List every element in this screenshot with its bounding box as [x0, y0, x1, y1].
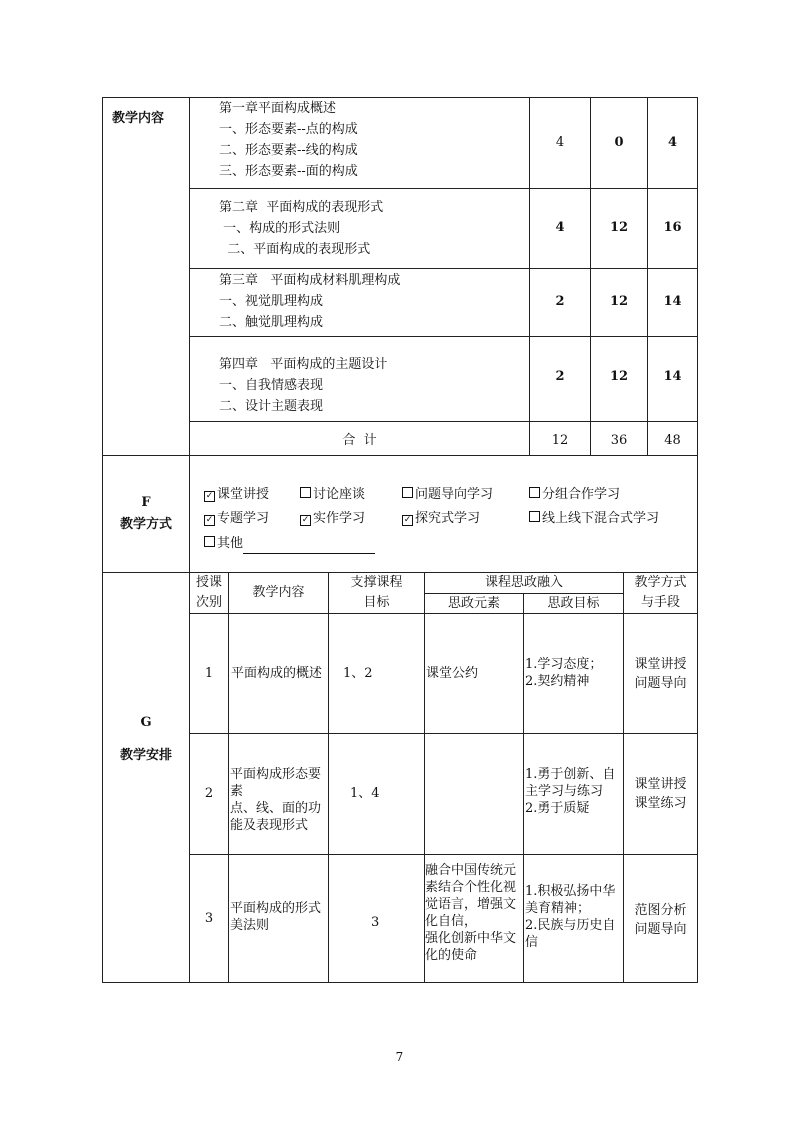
header-ideology: 课程思政融入 — [484, 575, 563, 590]
checkbox-checked-icon[interactable]: ✓ — [301, 515, 310, 525]
header-ideology-goal: 思政目标 — [547, 596, 600, 611]
method-option-other[interactable]: 其他 — [204, 533, 375, 554]
session-method: 问题导向 — [634, 676, 687, 691]
chapter-title: 第二章 平面构成的表现形式 — [219, 200, 384, 215]
session-elements: 融合中国传统元素结合个性化视觉语言，增强文化自信， 强化创新中华文化的使命 — [425, 863, 517, 963]
total-hours: 48 — [664, 433, 681, 448]
header-content: 教学内容 — [252, 585, 305, 600]
checkbox-checked-icon[interactable]: ✓ — [205, 515, 214, 525]
session-elements: 课堂公约 — [426, 666, 479, 681]
session-ideology-goal: 1.勇于创新、自主学习与练习 2.勇于质疑 — [525, 767, 616, 816]
session-ideology-goal: 1.学习态度； 2.契约精神 — [525, 657, 603, 689]
session-goal: 1、4 — [350, 786, 380, 801]
header-goal: 目标 — [363, 595, 390, 610]
chapter-item: 一、形态要素--点的构成 — [219, 122, 358, 137]
section-e-label: 教学内容 — [112, 111, 165, 126]
header-session: 授课 — [195, 575, 222, 590]
hours-practice: 12 — [609, 220, 629, 235]
session-content: 平面构成的概述 — [231, 666, 323, 681]
chapter-item: 二、触觉肌理构成 — [219, 315, 324, 330]
chapter-title: 第四章 平面构成的主题设计 — [219, 357, 388, 372]
section-g-letter: G — [140, 715, 152, 730]
method-option-topic[interactable]: ✓ 专题学习 — [205, 511, 270, 526]
session-method: 范图分析 — [634, 903, 687, 918]
hours-practice: 12 — [609, 294, 629, 309]
section-g-label: 教学安排 — [119, 748, 172, 763]
chapter-item: 二、平面构成的表现形式 — [219, 242, 371, 257]
header-method: 教学方式 — [634, 575, 687, 590]
checkbox-empty-icon[interactable] — [402, 487, 413, 498]
other-input-line[interactable] — [243, 540, 375, 554]
section-f-letter: F — [141, 495, 151, 510]
header-goal: 支撑课程 — [350, 575, 403, 590]
chapter-item: 一、自我情感表现 — [219, 378, 324, 393]
hours-lecture: 4 — [555, 135, 565, 150]
method-option-blended[interactable]: 线上线下混合式学习 — [529, 508, 659, 529]
hours-lecture: 2 — [555, 294, 565, 309]
checkbox-empty-icon[interactable] — [300, 487, 311, 498]
header-session: 次别 — [195, 595, 222, 610]
header-elements: 思政元素 — [447, 596, 500, 611]
hours-total: 14 — [663, 294, 682, 309]
page-number: 7 — [395, 1050, 404, 1064]
hours-total: 4 — [667, 135, 678, 150]
session-number: 3 — [204, 911, 214, 926]
section-f-label: 教学方式 — [119, 517, 172, 532]
checkbox-empty-icon[interactable] — [204, 536, 215, 547]
hours-total: 14 — [663, 369, 682, 384]
session-method: 课堂练习 — [634, 796, 687, 811]
method-option-practice[interactable]: ✓ 实作学习 — [301, 511, 366, 526]
chapter-item: 一、构成的形式法则 — [219, 221, 341, 236]
session-method: 问题导向 — [634, 922, 687, 937]
chapter-item: 二、形态要素--线的构成 — [219, 143, 358, 158]
total-label: 合 计 — [342, 433, 377, 448]
session-content: 平面构成形态要素 点、线、面的功能及表现形式 — [230, 767, 322, 833]
session-method: 课堂讲授 — [634, 657, 687, 672]
hours-practice: 0 — [614, 135, 624, 150]
total-lecture: 12 — [551, 433, 569, 448]
method-option-problem[interactable]: 问题导向学习 — [402, 484, 493, 505]
session-goal: 1、2 — [343, 666, 373, 681]
checkbox-checked-icon[interactable]: ✓ — [205, 491, 214, 501]
total-practice: 36 — [610, 433, 628, 448]
chapter-item: 一、视觉肌理构成 — [219, 294, 324, 309]
method-option-group[interactable]: 分组合作学习 — [529, 484, 620, 505]
checkbox-empty-icon[interactable] — [529, 487, 540, 498]
checkbox-empty-icon[interactable] — [529, 511, 540, 522]
session-content: 平面构成的形式美法则 — [230, 901, 322, 933]
session-goal: 3 — [371, 915, 380, 930]
chapter-item: 二、设计主题表现 — [219, 399, 324, 414]
chapter-title: 第一章平面构成概述 — [219, 101, 337, 116]
checkbox-checked-icon[interactable]: ✓ — [403, 515, 412, 525]
session-number: 1 — [204, 666, 214, 681]
method-option-lecture[interactable]: ✓ 课堂讲授 — [205, 487, 270, 502]
hours-total: 16 — [663, 220, 682, 235]
session-ideology-goal: 1.积极弘扬中华美育精神； 2.民族与历史自信 — [525, 884, 616, 950]
session-method: 课堂讲授 — [634, 777, 687, 792]
hours-lecture: 4 — [555, 220, 565, 235]
chapter-item: 三、形态要素--面的构成 — [219, 164, 358, 179]
hours-lecture: 2 — [555, 369, 565, 384]
hours-practice: 12 — [609, 369, 629, 384]
chapter-title: 第三章 平面构成材料肌理构成 — [219, 273, 401, 288]
header-method: 与手段 — [640, 595, 680, 610]
method-option-discussion[interactable]: 讨论座谈 — [300, 484, 365, 505]
method-option-inquiry[interactable]: ✓ 探究式学习 — [403, 511, 481, 526]
session-number: 2 — [204, 786, 214, 801]
